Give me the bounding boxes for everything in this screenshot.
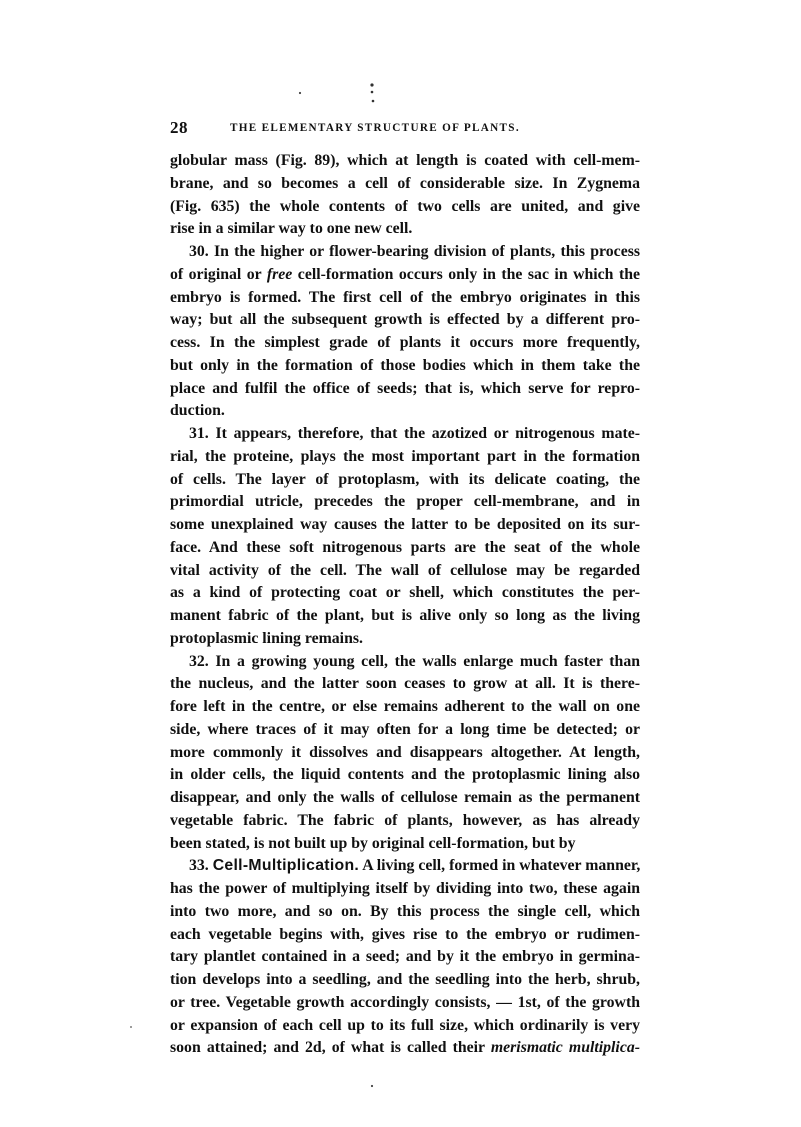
text-line: in older cells, the liquid contents and the protoplasmic lining also [170, 766, 640, 784]
text-line: 30. In the higher or flower-bearing division of plants, this process [189, 243, 640, 260]
speck [370, 83, 373, 86]
text-line: of cells. The layer of protoplasm, with its delicate coating, the [170, 470, 640, 488]
text-line: soon attained; and 2d, of what is called their merismatic multiplica- [170, 1039, 640, 1057]
speck [371, 91, 374, 94]
text-line: tion develops into a seedling, and the seedling into the herb, shrub, [170, 971, 640, 988]
speck [299, 92, 301, 94]
text-line: each vegetable begins with, gives rise to the embryo or rudimen- [170, 925, 640, 943]
text-line: place and fulfil the office of seeds; that is, which serve for repro- [170, 379, 640, 397]
italic-term: free [266, 265, 293, 283]
text-line: been stated, is not built up by original cell-formation, but by [170, 834, 576, 852]
text-line: vital activity of the cell. The wall of cellulose may be regarded [170, 561, 640, 579]
section-heading: Cell-Multiplication. [212, 857, 360, 875]
text-line: into two more, and so on. By this process the single cell, which [170, 902, 640, 920]
text-line: rial, the proteine, plays the most important part in the formation [170, 447, 640, 465]
text-line: face. And these soft nitrogenous parts are the seat of the whole [170, 538, 640, 556]
text-line: as a kind of protecting coat or shell, which constitutes the per- [170, 584, 640, 602]
text-line: brane, and so becomes a cell of considerable size. In Zygnema [170, 174, 640, 192]
text-line: vegetable fabric. The fabric of plants, however, as has already [170, 811, 640, 829]
text-line: fore left in the centre, or else remains adherent to the wall on one [170, 698, 640, 715]
text-line: but only in the formation of those bodies which in them take the [170, 356, 640, 374]
text-line: cess. In the simplest grade of plants it occurs more frequently, [170, 334, 640, 351]
speck [371, 1085, 373, 1087]
text-line: has the power of multiplying itself by dividing into two, these again [170, 880, 640, 897]
text-line: of original or free cell-formation occurs only in the sac in which the [170, 265, 640, 283]
text-line: way; but all the subsequent growth is effected by a different pro- [170, 311, 640, 329]
text-line: 33. Cell-Multiplication. A living cell, formed in whatever manner, [189, 857, 641, 875]
text-line: manent fabric of the plant, but is alive only so long as the living [170, 607, 640, 624]
text-line: side, where traces of it may often for a long time be detected; or [170, 720, 640, 738]
text-line: protoplasmic lining remains. [170, 629, 363, 647]
speck [372, 100, 375, 103]
text-line: (Fig. 635) the whole contents of two cells are united, and give [170, 197, 640, 215]
body-text [170, 150, 640, 1060]
text-line: primordial utricle, precedes the proper cell-membrane, and in [170, 493, 640, 511]
text-line: the nucleus, and the latter soon ceases to grow at all. It is there- [170, 675, 640, 693]
speck [130, 1026, 132, 1028]
text-line: 31. It appears, therefore, that the azotized or nitrogenous mate- [189, 425, 640, 442]
text-line: globular mass (Fig. 89), which at length is coated with cell-mem- [170, 152, 640, 169]
running-head: THE ELEMENTARY STRUCTURE OF PLANTS. [230, 122, 520, 134]
text-line: some unexplained way causes the latter to be deposited on its sur- [170, 516, 640, 533]
text-line: tary plantlet contained in a seed; and by it the embryo in germina- [170, 948, 640, 966]
page-header [170, 118, 640, 142]
text-line: duction. [170, 402, 225, 420]
text-line: embryo is formed. The first cell of the embryo originates in this [170, 288, 640, 306]
text-line: disappear, and only the walls of cellulose remain as the permanent [170, 789, 640, 806]
text-line: rise in a similar way to one new cell. [170, 220, 413, 238]
text-line: or expansion of each cell up to its full size, which ordinarily is very [170, 1016, 640, 1034]
italic-term: merismatic multiplica- [490, 1039, 640, 1057]
page-number: 28 [170, 118, 188, 137]
text-line: 32. In a growing young cell, the walls enlarge much faster than [189, 652, 640, 670]
text-line: or tree. Vegetable growth accordingly consists, — 1st, of the growth [170, 993, 640, 1011]
text-line: more commonly it dissolves and disappears altogether. At length, [170, 743, 640, 761]
